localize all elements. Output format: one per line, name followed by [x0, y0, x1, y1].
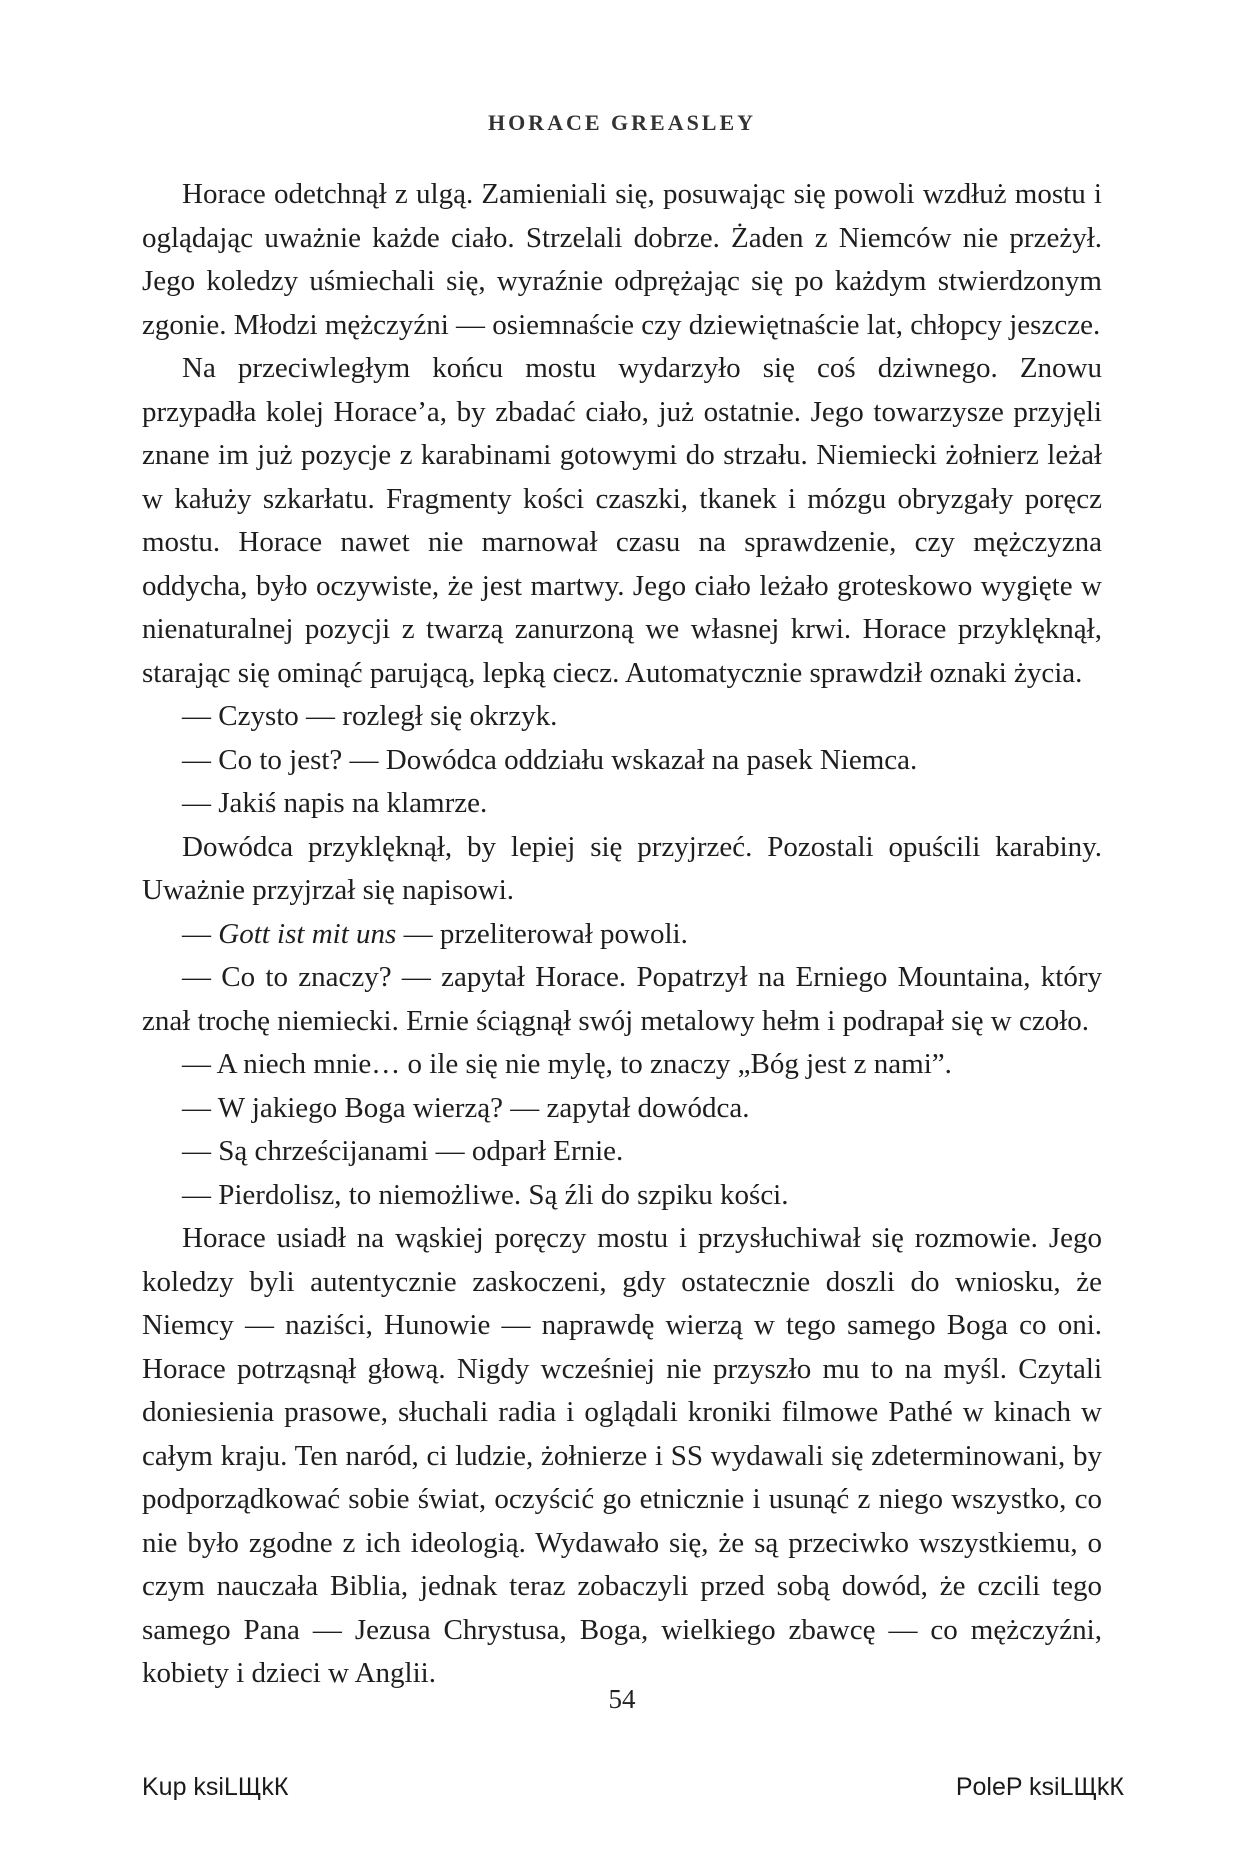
paragraph: — Co to znaczy? — zapytał Horace. Popatrzył na Erniego Mountaina, który znał trochę niemiecki. Ernie ściągnął swój metalowy hełm i podrapał się w czoło.: [142, 961, 1102, 1037]
paragraph: — W jakiego Boga wierzą? — zapytał dowódca.: [182, 1091, 750, 1124]
recommend-book-link[interactable]: PoleP ksiLЩkК: [955, 1773, 1124, 1801]
paragraph: — Pierdolisz, to niemożliwe. Są źli do szpiku kości.: [182, 1178, 789, 1211]
paragraph: Na przeciwległym końcu mostu wydarzyło się coś dziwnego. Znowu przypadła kolej Horace’a, by zbadać ciało, już ostatnie. Jego towarzysze przyjęli znane im już pozycje z karabinami gotowymi do strzału. Niemiecki żołnierz leżał w kałuży szkarłatu. Fragmenty kości czaszki, tkanek i mózgu obryzgały poręcz mostu. Horace nawet nie marnował czasu na sprawdzenie, czy mężczyzna oddycha, było oczywiste, że jest martwy. Jego ciało leżało groteskowo wygięte w nienaturalnej pozycji z twarzą zanurzoną we własnej krwi. Horace przyklęknął, starając się ominąć parującą, lepką ciecz. Automatycznie sprawdził oznaki życia.: [142, 352, 1102, 689]
paragraph: Dowódca przyklęknął, by lepiej się przyjrzeć. Pozostali opuścili karabiny. Uważnie przyjrzał się napisowi.: [142, 830, 1102, 906]
paragraph: — A niech mnie… o ile się nie mylę, to znaczy „Bóg jest z nami”.: [182, 1048, 952, 1080]
german-phrase: Gott ist mit uns: [218, 917, 397, 950]
paragraph: Horace usiadł na wąskiej poręczy mostu i przysłuchiwał się rozmowie. Jego koledzy byli autentycznie zaskoczeni, gdy ostatecznie doszli do wniosku, że Niemcy — naziści, Hunowie — naprawdę wierzą w tego samego Boga co oni. Horace potrząsnął głową. Nigdy wcześniej nie przyszło mu to na myśl. Czytali doniesienia prasowe, słuchali radia i oglądali kroniki filmowe Pathé w kinach w całym kraju. Ten naród, ci ludzie, żołnierze i SS wydawali się zdeterminowani, by podporządkować sobie świat, oczyścić go etnicznie i usunąć z niego wszystko, co nie było zgodne z ich ideologią. Wydawało się, że są przeciwko wszystkiemu, o czym nauczała Biblia, jednak teraz zobaczyli przed sobą dowód, że czcili tego samego Pana — Jezusa Chrystusa, Boga, wielkiego zbawcę — co mężczyźni, kobiety i dzieci w Anglii.: [142, 1222, 1102, 1689]
dialogue-tail: — przeliterował powoli.: [396, 917, 688, 950]
buy-book-link[interactable]: Kup ksiLЩkК: [142, 1773, 289, 1801]
paragraph: Horace odetchnął z ulgą. Zamieniali się, posuwając się powoli wzdłuż mostu i oglądając uważnie każde ciało. Strzelali dobrze. Żaden z Niemców nie przeżył. Jego koledzy uśmiechali się, wyraźnie odprężając się po każdym stwierdzonym zgonie. Młodzi mężczyźni — osiemnaście czy dziewiętnaście lat, chłopcy jeszcze.: [142, 178, 1102, 341]
page-number: 54: [608, 1684, 636, 1714]
body-text: [142, 173, 1102, 1696]
paragraph: [142, 913, 1102, 957]
paragraph: — Co to jest? — Dowódca oddziału wskazał na pasek Niemca.: [182, 743, 918, 776]
paragraph: — Jakiś napis na klamrze.: [182, 787, 488, 819]
paragraph: — Są chrześcijanami — odparł Ernie.: [182, 1135, 624, 1167]
running-header: HORACE GREASLEY: [487, 110, 757, 135]
paragraph: — Czysto — rozległ się okrzyk.: [182, 700, 558, 732]
dialogue-dash: —: [182, 917, 219, 950]
